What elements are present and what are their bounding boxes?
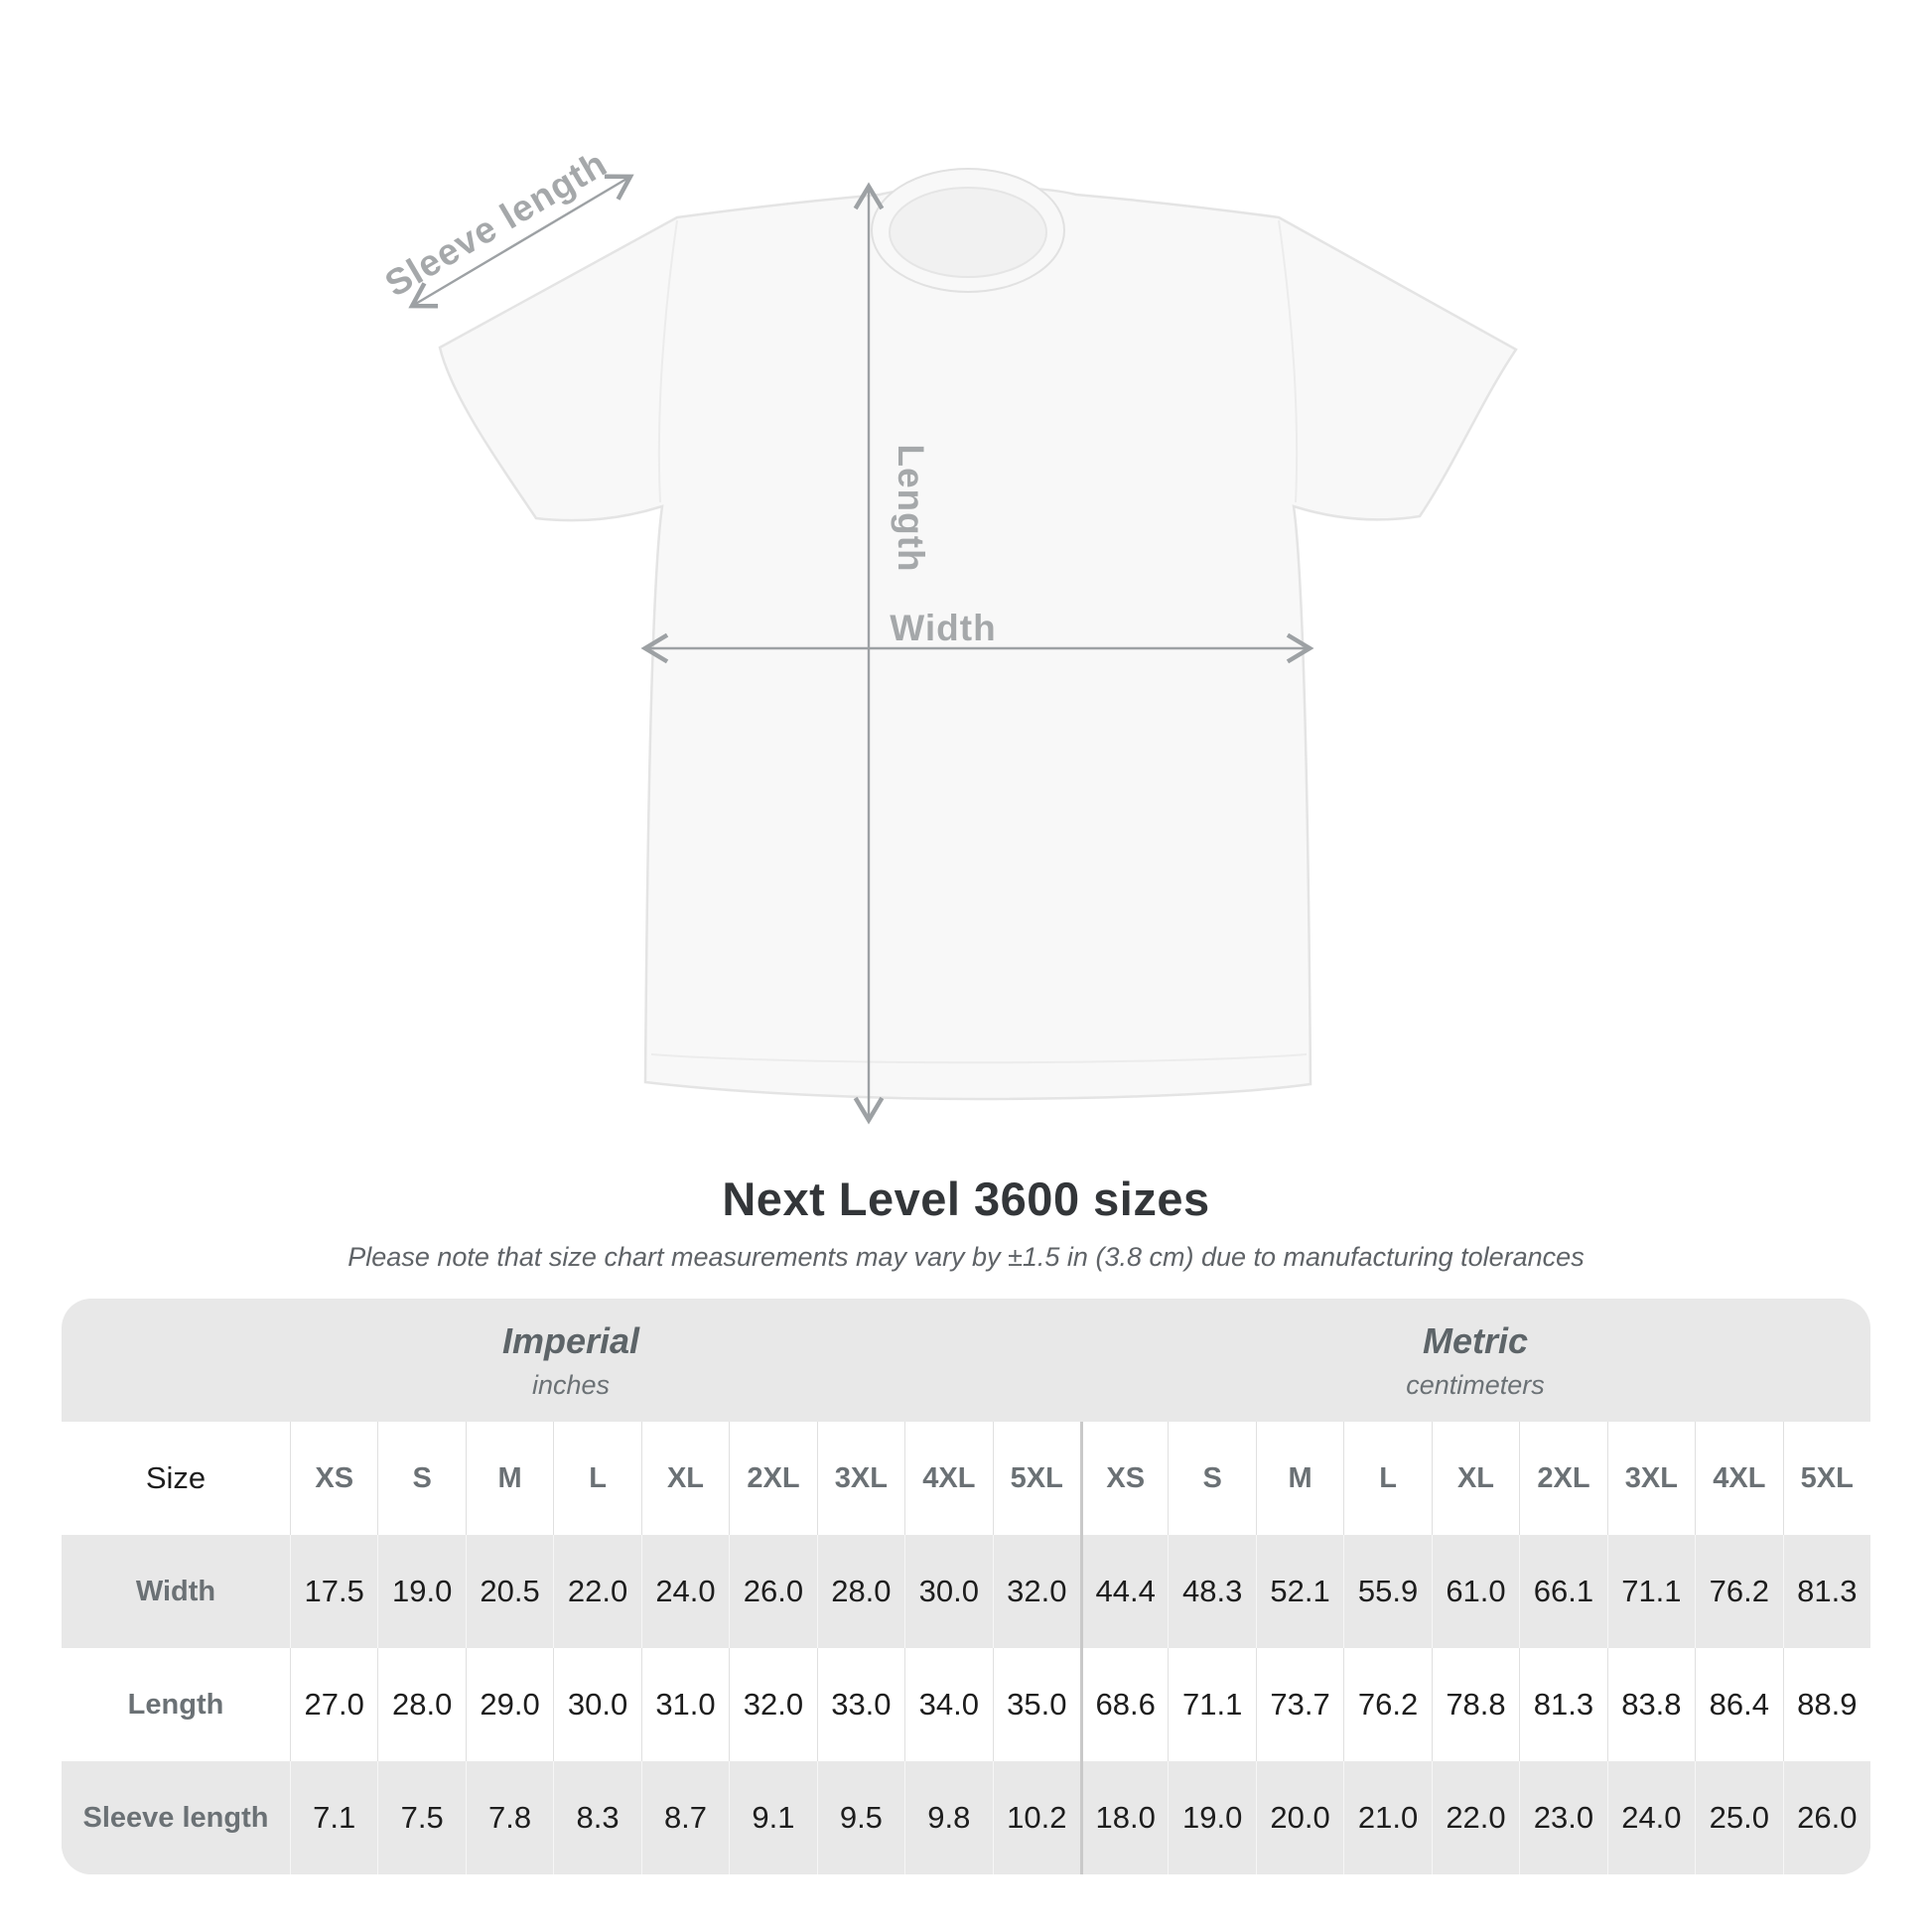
tolerance-note: Please note that size chart measurements may vary by ±1.5 in (3.8 cm) due to manufacturing tolerances — [347, 1242, 1585, 1272]
size-value-cell: 32.0 — [993, 1535, 1080, 1648]
size-value-cell: 73.7 — [1256, 1648, 1343, 1761]
size-value-cell: 26.0 — [729, 1535, 816, 1648]
size-value-cell: 24.0 — [641, 1535, 729, 1648]
size-value-cell: 83.8 — [1607, 1648, 1695, 1761]
size-value-cell: 71.1 — [1168, 1648, 1255, 1761]
size-value-cell: 19.0 — [377, 1535, 465, 1648]
unit-headers — [62, 1299, 1870, 1422]
size-value-cell: 48.3 — [1168, 1535, 1255, 1648]
size-value-cell: 31.0 — [641, 1648, 729, 1761]
size-col-header: L — [1343, 1422, 1431, 1535]
size-value-cell: 81.3 — [1519, 1648, 1606, 1761]
size-value-cell: 17.5 — [290, 1535, 377, 1648]
size-value-cell: 88.9 — [1783, 1648, 1870, 1761]
size-value-cell: 19.0 — [1168, 1761, 1255, 1874]
size-col-header: 2XL — [1519, 1422, 1606, 1535]
collar-opening — [890, 188, 1046, 277]
size-value-cell: 61.0 — [1432, 1535, 1519, 1648]
size-value-cell: 8.3 — [553, 1761, 640, 1874]
size-value-cell: 9.8 — [904, 1761, 992, 1874]
size-col-header: S — [377, 1422, 465, 1535]
size-col-header: 5XL — [1783, 1422, 1870, 1535]
size-col-header: 4XL — [904, 1422, 992, 1535]
size-col-header: XS — [1080, 1422, 1168, 1535]
metric-title: Metric — [1422, 1319, 1529, 1361]
size-value-cell: 28.0 — [817, 1535, 904, 1648]
page-title: Next Level 3600 sizes — [722, 1173, 1210, 1225]
size-value-cell: 23.0 — [1519, 1761, 1606, 1874]
size-value-cell: 66.1 — [1519, 1535, 1606, 1648]
size-col-header: XL — [641, 1422, 729, 1535]
size-value-cell: 33.0 — [817, 1648, 904, 1761]
size-col-header: 5XL — [993, 1422, 1080, 1535]
size-col-header: XS — [290, 1422, 377, 1535]
size-value-cell: 9.5 — [817, 1761, 904, 1874]
size-value-cell: 55.9 — [1343, 1535, 1431, 1648]
size-col-header: M — [1256, 1422, 1343, 1535]
size-col-header: S — [1168, 1422, 1255, 1535]
size-value-cell: 10.2 — [993, 1761, 1080, 1874]
size-table — [62, 1422, 1870, 1874]
size-col-header: 2XL — [729, 1422, 816, 1535]
size-col-header: 3XL — [1607, 1422, 1695, 1535]
size-value-cell: 78.8 — [1432, 1648, 1519, 1761]
size-value-cell: 28.0 — [377, 1648, 465, 1761]
size-col-header: M — [466, 1422, 553, 1535]
size-value-cell: 86.4 — [1695, 1648, 1782, 1761]
size-value-cell: 68.6 — [1080, 1648, 1168, 1761]
size-value-cell: 25.0 — [1695, 1761, 1782, 1874]
size-value-cell: 22.0 — [553, 1535, 640, 1648]
size-value-cell: 30.0 — [904, 1535, 992, 1648]
size-value-cell: 20.5 — [466, 1535, 553, 1648]
size-value-cell: 32.0 — [729, 1648, 816, 1761]
size-value-cell: 8.7 — [641, 1761, 729, 1874]
size-value-cell: 21.0 — [1343, 1761, 1431, 1874]
title-block — [0, 1172, 1932, 1273]
size-value-cell: 29.0 — [466, 1648, 553, 1761]
size-value-cell: 7.1 — [290, 1761, 377, 1874]
size-col-header: L — [553, 1422, 640, 1535]
size-value-cell: 52.1 — [1256, 1535, 1343, 1648]
size-value-cell: 34.0 — [904, 1648, 992, 1761]
size-value-cell: 26.0 — [1783, 1761, 1870, 1874]
size-value-cell: 27.0 — [290, 1648, 377, 1761]
size-header-label: Size — [62, 1422, 290, 1535]
row-label: Sleeve length — [62, 1761, 290, 1874]
size-value-cell: 44.4 — [1080, 1535, 1168, 1648]
size-value-cell: 71.1 — [1607, 1535, 1695, 1648]
size-col-header: XL — [1432, 1422, 1519, 1535]
size-table-card — [62, 1299, 1870, 1874]
size-value-cell: 24.0 — [1607, 1761, 1695, 1874]
size-value-cell: 81.3 — [1783, 1535, 1870, 1648]
size-value-cell: 76.2 — [1695, 1535, 1782, 1648]
size-value-cell: 76.2 — [1343, 1648, 1431, 1761]
size-value-cell: 9.1 — [729, 1761, 816, 1874]
size-value-cell: 7.8 — [466, 1761, 553, 1874]
size-value-cell: 30.0 — [553, 1648, 640, 1761]
size-col-header: 4XL — [1695, 1422, 1782, 1535]
row-label: Width — [62, 1535, 290, 1648]
imperial-header — [62, 1299, 1080, 1422]
row-label: Length — [62, 1648, 290, 1761]
size-value-cell: 22.0 — [1432, 1761, 1519, 1874]
width-label: Width — [890, 608, 997, 648]
size-value-cell: 7.5 — [377, 1761, 465, 1874]
imperial-title: Imperial — [501, 1319, 640, 1361]
length-label: Length — [891, 444, 931, 573]
size-col-header: 3XL — [817, 1422, 904, 1535]
sleeve-length-label: Sleeve length — [377, 142, 615, 305]
size-value-cell: 35.0 — [993, 1648, 1080, 1761]
size-value-cell: 18.0 — [1080, 1761, 1168, 1874]
size-value-cell: 20.0 — [1256, 1761, 1343, 1874]
imperial-unit: inches — [531, 1369, 611, 1400]
metric-header — [1080, 1299, 1870, 1422]
metric-unit: centimeters — [1406, 1369, 1545, 1400]
